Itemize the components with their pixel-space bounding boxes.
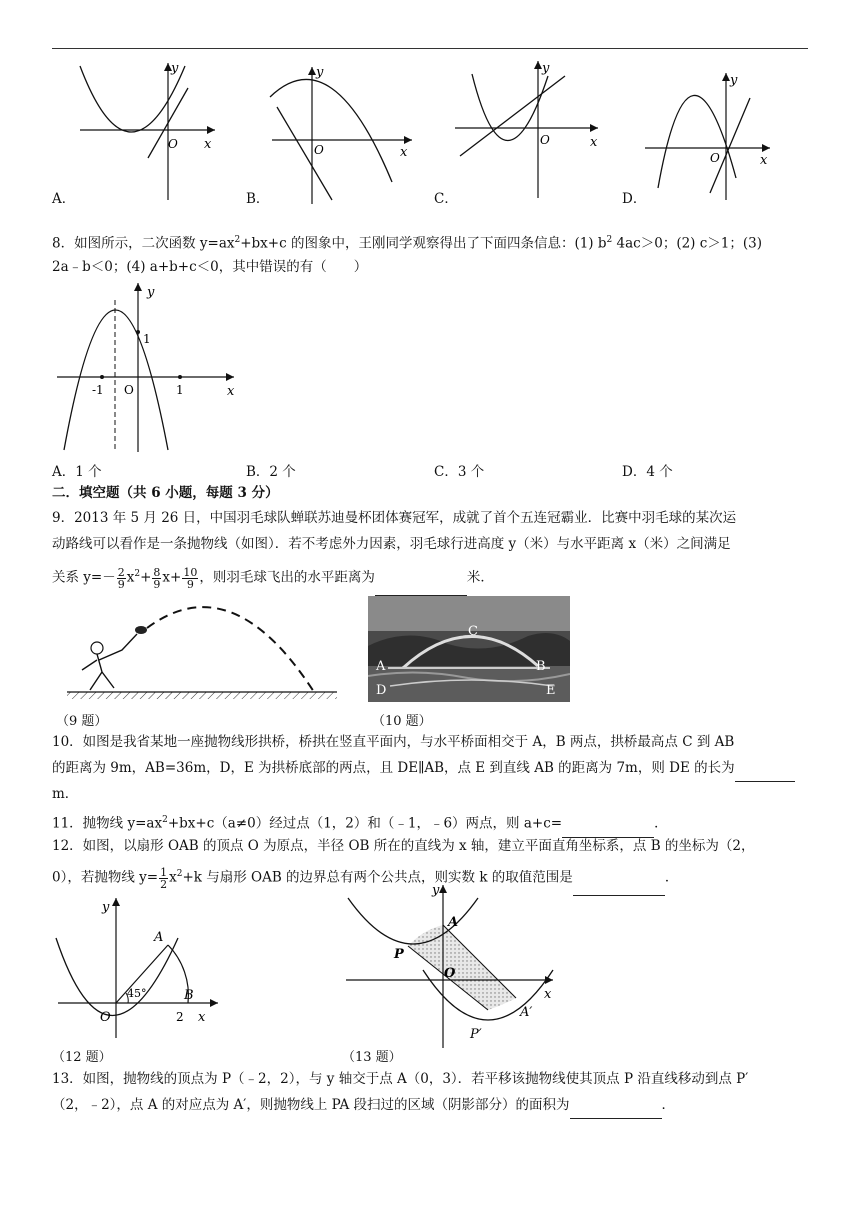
q10-label-e: E: [546, 683, 556, 698]
q7d-x-label: x: [760, 153, 768, 168]
q7-graph-a: [60, 58, 230, 203]
q12-origin: O: [100, 1010, 111, 1025]
q7b-y-label: y: [316, 65, 324, 80]
q13-label-p: P: [394, 947, 404, 962]
q12-answer-blank[interactable]: [573, 861, 665, 896]
q11-line: 11．抛物线 $y=ax^2+bx+c(a\ne 0)$经过点（1，2）和（﹣1，﹣6）两点，则 a+c= ．: [52, 807, 808, 838]
q9-relation: 关系 y=－ $\frac{2}{9}$ $x^2+$ $\frac{8}{9}$ x+ $\frac{10}{9}$ ，则羽毛球飞出的水平距离为 米．: [52, 557, 808, 596]
q13-graph: [338, 880, 568, 1050]
q10-line-1: 10．如图是我省某地一座抛物线形拱桥，桥拱在竖直平面内，与水平桥面相交于 A，B 两点，拱桥最高点 C 到 AB: [52, 734, 735, 750]
q7-graph-d: [640, 68, 780, 203]
q10-label-c: C: [468, 624, 478, 639]
q12-graph: [48, 893, 228, 1043]
q9-caption: （9 题）: [56, 714, 108, 729]
q10-figure: [368, 596, 570, 702]
q12-tick-2: 2: [176, 1010, 184, 1024]
q12-caption: （12 题）: [52, 1050, 112, 1065]
q8-line-2: 2a﹣b＜0；(4) a+b+c＜0，其中错误的有（ ）: [52, 259, 368, 275]
q8-tick-x1: 1: [176, 383, 184, 397]
q8-tick-neg1: -1: [92, 383, 104, 397]
q12-line-1: 12．如图，以扇形 OAB 的顶点 O 为原点，半径 OB 所在的直线为 x 轴，建立平面直角坐标系，点 B 的坐标为（2，: [52, 838, 755, 854]
q12-y-label: y: [102, 900, 110, 915]
q8-option-b[interactable]: B．2 个: [246, 464, 296, 480]
q10-caption: （10 题）: [372, 714, 432, 729]
header-rule: [52, 48, 808, 49]
q7-graph-c: [450, 56, 610, 201]
q7d-y-label: y: [730, 73, 738, 88]
q7c-y-label: y: [542, 61, 550, 76]
q7a-x-label: x: [204, 137, 212, 152]
q12-label-b: B: [184, 988, 194, 1003]
q12-x-label: x: [198, 1010, 206, 1025]
q7-option-a[interactable]: A．: [52, 191, 76, 207]
q7-graph-b: [262, 62, 422, 207]
q8-option-c[interactable]: C．3 个: [434, 464, 485, 480]
q7-option-b[interactable]: B．: [246, 191, 270, 207]
q10-line-2: 的距离为 9m，AB=36m，D，E 为拱桥底部的两点，且 DE∥AB，点 E 到直线 AB 的距离为 7m，则 DE 的长为: [52, 755, 808, 782]
q7-option-d[interactable]: D．: [622, 191, 647, 207]
q8-graph: [52, 280, 247, 455]
q12-label-a: A: [154, 930, 164, 945]
q13-label-p-prime: P′: [470, 1027, 482, 1042]
q13-label-a-prime: A′: [520, 1005, 533, 1020]
q13-y-label: y: [432, 883, 440, 898]
q8-origin: O: [124, 383, 134, 397]
q7b-origin: O: [314, 143, 324, 157]
q13-caption: （13 题）: [342, 1050, 402, 1065]
q8-tick-y1: 1: [143, 332, 151, 346]
q9-answer-blank[interactable]: [375, 561, 467, 596]
q8-y-label: y: [147, 285, 155, 300]
q13-line-1: 13．如图，抛物线的顶点为 P（﹣2，2），与 y 轴交于点 A（0，3）．若平移该抛物线使其顶点 P 沿直线移动到点 P′: [52, 1071, 749, 1087]
q7b-x-label: x: [400, 145, 408, 160]
q7a-origin: O: [168, 137, 178, 151]
section-2-heading: 二．填空题（共 6 小题，每题 3 分）: [52, 485, 279, 501]
q13-answer-blank[interactable]: [570, 1092, 662, 1119]
q10-label-a: A: [376, 659, 386, 674]
q7c-origin: O: [540, 133, 550, 147]
q9-figure: [52, 600, 342, 708]
q12-line-2: 0），若抛物线 y= $\frac{1}{2}$ $x^2+k$ 与扇形 OAB 的边界总有两个公共点，则实数 k 的取值范围是 ．: [52, 857, 808, 896]
q13-line-2: （2，﹣2），点 A 的对应点为 A′，则抛物线上 PA 段扫过的区域（阴影部分）的面积为 ．: [52, 1092, 808, 1119]
q10-answer-blank[interactable]: [735, 755, 795, 782]
q7c-x-label: x: [590, 135, 598, 150]
q10-label-d: D: [376, 683, 387, 698]
q10-line-3: m．: [52, 786, 79, 802]
q8-line-1: 8．如图所示，二次函数 $y=ax^2+bx+c$ 的图象中，王刚同学观察得出了下面四条信息：(1) $b^2$ 4ac＞0；(2) c＞1；(3): [52, 235, 763, 252]
q13-x-label: x: [544, 987, 552, 1002]
q8-option-a[interactable]: A．1 个: [52, 464, 102, 480]
q9-line-2: 动路线可以看作是一条抛物线（如图）．若不考虑外力因素，羽毛球行进高度 y（米）与水平距离 x（米）之间满足: [52, 536, 731, 552]
q8-x-label: x: [227, 384, 235, 399]
q7d-origin: O: [710, 151, 720, 165]
q13-origin: O: [444, 966, 456, 981]
q10-label-b: B: [536, 659, 546, 674]
q9-line-1: 9．2013 年 5 月 26 日，中国羽毛球队蝉联苏迪曼杯团体赛冠军，成就了首个五连冠霸业．比赛中羽毛球的某次运: [52, 510, 737, 526]
q8-option-d[interactable]: D．4 个: [622, 464, 673, 480]
q7a-y-label: y: [171, 61, 179, 76]
q13-label-a: A: [448, 915, 459, 930]
q7-option-c[interactable]: C．: [434, 191, 458, 207]
q12-angle: 45°: [127, 987, 147, 1000]
